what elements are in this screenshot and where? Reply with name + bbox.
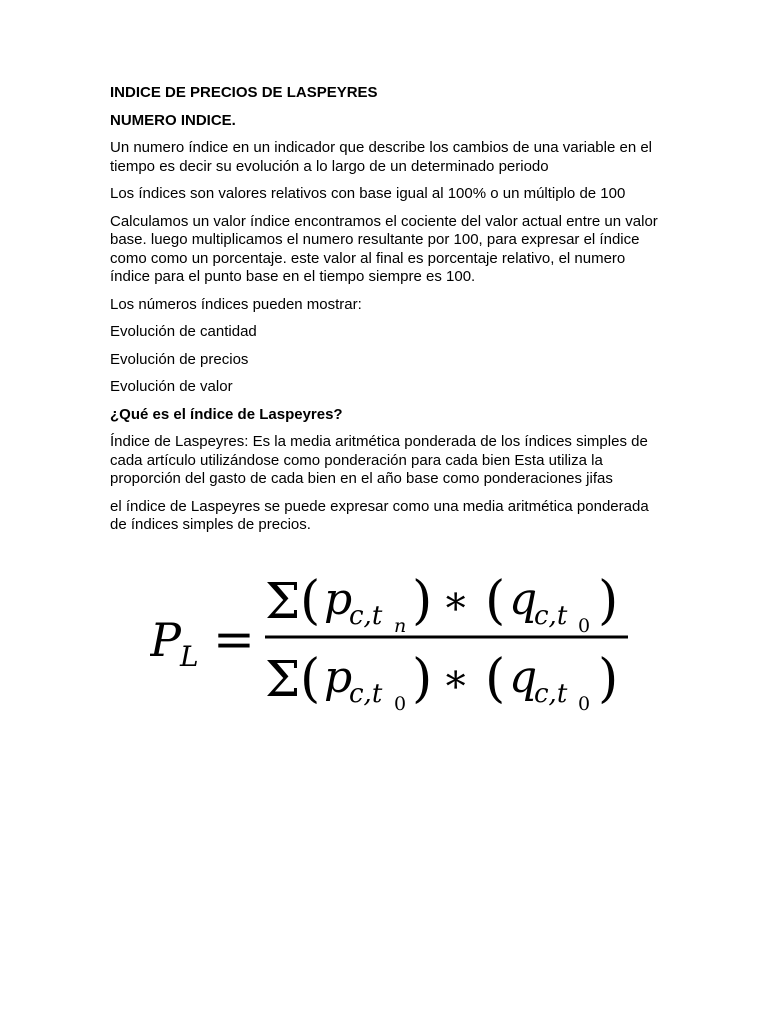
denominator-close-paren-1: ) xyxy=(412,649,433,709)
numerator-p: p xyxy=(324,574,353,625)
document-title: INDICE DE PRECIOS DE LASPEYRES xyxy=(110,84,378,101)
numerator-open-paren-1: ( xyxy=(300,571,321,631)
laspeyres-formula xyxy=(150,556,640,721)
numerator-q-subscript-0: 0 xyxy=(578,615,591,637)
paragraph-list-intro: Los números índices pueden mostrar: xyxy=(110,295,362,313)
numerator-times: ∗ xyxy=(442,578,470,624)
denominator-q-subscript-0: 0 xyxy=(578,693,591,715)
numerator-close-paren-2: ) xyxy=(598,571,619,631)
numerator-close-paren-1: ) xyxy=(412,571,433,631)
list-item-valor: Evolución de valor xyxy=(110,378,233,395)
numerator-p-subscript-n: n xyxy=(394,615,407,637)
numerator-open-paren-2: ( xyxy=(485,571,506,631)
numerator-p-subscript: c,t xyxy=(349,601,383,631)
document-body xyxy=(110,84,665,544)
formula-lhs-p: P xyxy=(150,613,181,667)
denominator-close-paren-2: ) xyxy=(598,649,619,709)
denominator-sigma: Σ xyxy=(265,650,301,708)
paragraph-laspeyres-definition: Índice de Laspeyres: Es la media aritmética ponderada de los índices simples de cada artículo utilizándose como ponderación para cada bien Esta utiliza la proporción del gasto de cada bien en el año base como ponderaciones jifas xyxy=(110,433,648,487)
denominator-open-paren-2: ( xyxy=(485,649,506,709)
formula-equals: = xyxy=(213,610,255,668)
denominator-q: q xyxy=(509,652,538,703)
numerator-sigma: Σ xyxy=(265,572,301,630)
section-heading-numero-indice: NUMERO INDICE. xyxy=(110,111,236,129)
denominator-p-subscript: c,t xyxy=(349,679,383,709)
paragraph-base-values: Los índices son valores relativos con base igual al 100% o un múltiplo de 100 xyxy=(110,185,626,202)
denominator-p-subscript-0: 0 xyxy=(394,693,407,715)
list-item-cantidad: Evolución de cantidad xyxy=(110,323,257,340)
list-item-precios: Evolución de precios xyxy=(110,350,249,368)
denominator-open-paren-1: ( xyxy=(300,649,321,709)
numerator-q: q xyxy=(509,574,538,625)
paragraph-closing: el índice de Laspeyres se puede expresar como una media aritmética ponderada de índices simples de precios. xyxy=(110,497,649,533)
denominator-q-subscript: c,t xyxy=(534,679,568,709)
paragraph-definition-numero-indice: Un numero índice en un indicador que describe los cambios de una variable en el tiempo es decir su evolución a lo largo de un determinado periodo xyxy=(110,139,652,175)
formula-lhs-subscript: L xyxy=(180,640,199,673)
numerator-q-subscript: c,t xyxy=(534,601,568,631)
section-heading-question: ¿Qué es el índice de Laspeyres? xyxy=(110,405,343,423)
paragraph-calculation: Calculamos un valor índice encontramos el cociente del valor actual entre un valor base. luego multiplicamos el numero resultante por 100, para expresar el índice como como un porcentaje. este valor al final es porcentaje relativo, el numero índice para el punto base en el tiempo siempre es 100. xyxy=(110,212,658,285)
denominator-times: ∗ xyxy=(442,656,470,702)
denominator-p: p xyxy=(324,652,353,703)
